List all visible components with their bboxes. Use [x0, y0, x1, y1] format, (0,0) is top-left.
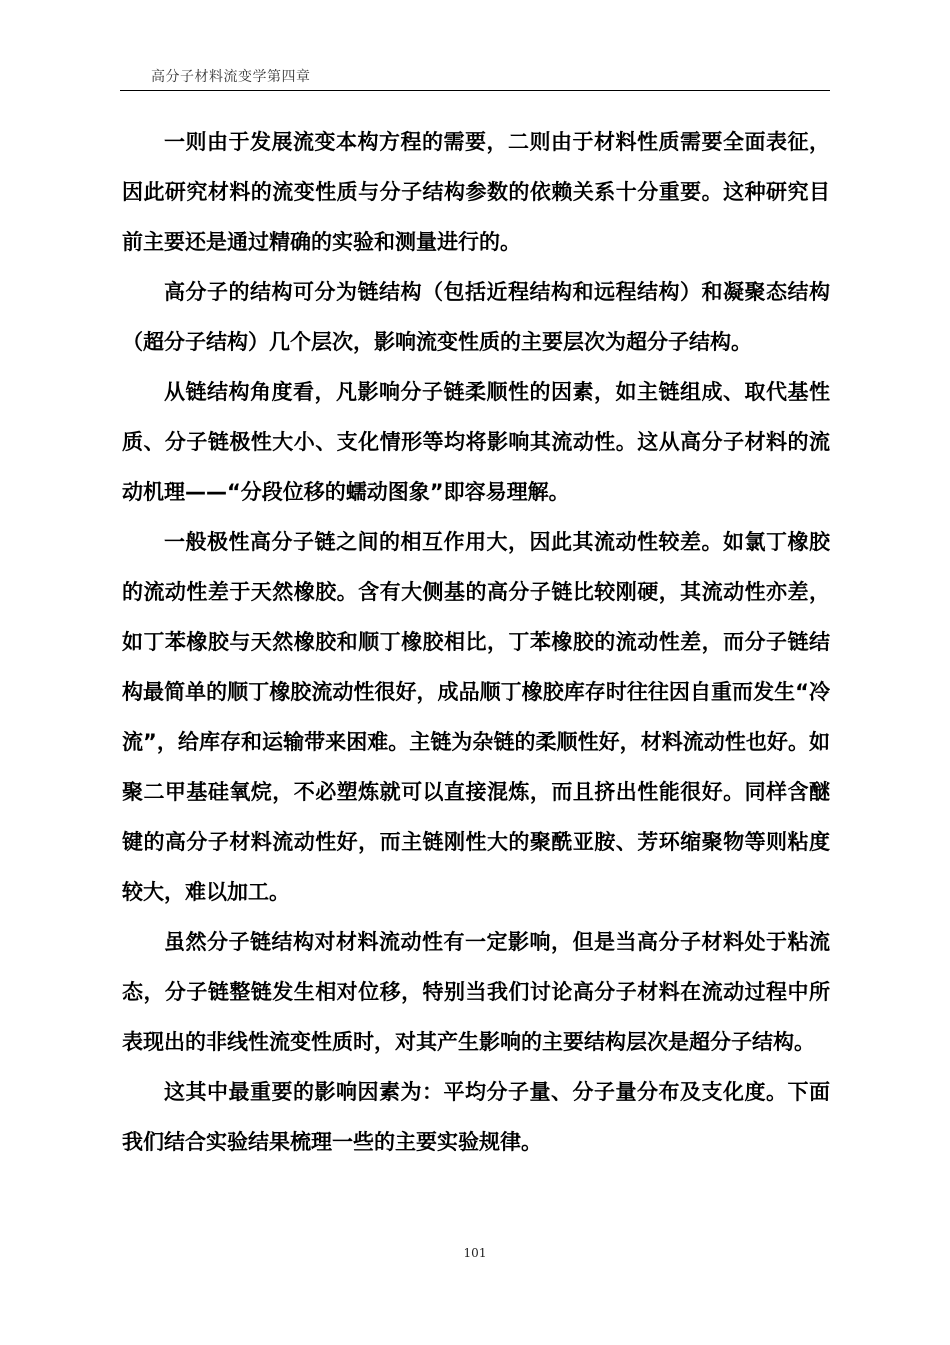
page-number: 101 [463, 1246, 487, 1260]
header-rule [120, 90, 830, 91]
paragraph: 一般极性高分子链之间的相互作用大，因此其流动性较差。如氯丁橡胶的流动性差于天然橡胶。含有大侧基的高分子链比较刚硬，其流动性亦差，如丁苯橡胶与天然橡胶和顺丁橡胶相比，丁苯橡胶的流动性差，而分子链结构最简单的顺丁橡胶流动性很好，成品顺丁橡胶库存时往往因自重而发生“冷流”，给库存和运输带来困难。主链为杂链的柔顺性好，材料流动性也好。如聚二甲基硅氧烷，不必塑炼就可以直接混炼，而且挤出性能很好。同样含醚键的高分子材料流动性好，而主链刚性大的聚酰亚胺、芳环缩聚物等则粘度较大，难以加工。 [122, 530, 830, 904]
paragraph: 这其中最重要的影响因素为：平均分子量、分子量分布及支化度。下面我们结合实验结果梳理一些的主要实验规律。 [122, 1080, 830, 1154]
paragraph: 从链结构角度看，凡影响分子链柔顺性的因素，如主链组成、取代基性质、分子链极性大小、支化情形等均将影响其流动性。这从高分子材料的流动机理——“分段位移的蠕动图象”即容易理解。 [122, 380, 830, 504]
body-text [122, 117, 830, 1167]
running-header: 高分子材料流变学第四章 [151, 69, 311, 85]
paragraph: 虽然分子链结构对材料流动性有一定影响，但是当高分子材料处于粘流态，分子链整链发生相对位移，特别当我们讨论高分子材料在流动过程中所表现出的非线性流变性质时，对其产生影响的主要结构层次是超分子结构。 [122, 930, 830, 1054]
paragraph: 一则由于发展流变本构方程的需要，二则由于材料性质需要全面表征，因此研究材料的流变性质与分子结构参数的依赖关系十分重要。这种研究目前主要还是通过精确的实验和测量进行的。 [122, 130, 830, 254]
paragraph: 高分子的结构可分为链结构（包括近程结构和远程结构）和凝聚态结构（超分子结构）几个层次，影响流变性质的主要层次为超分子结构。 [122, 280, 830, 354]
